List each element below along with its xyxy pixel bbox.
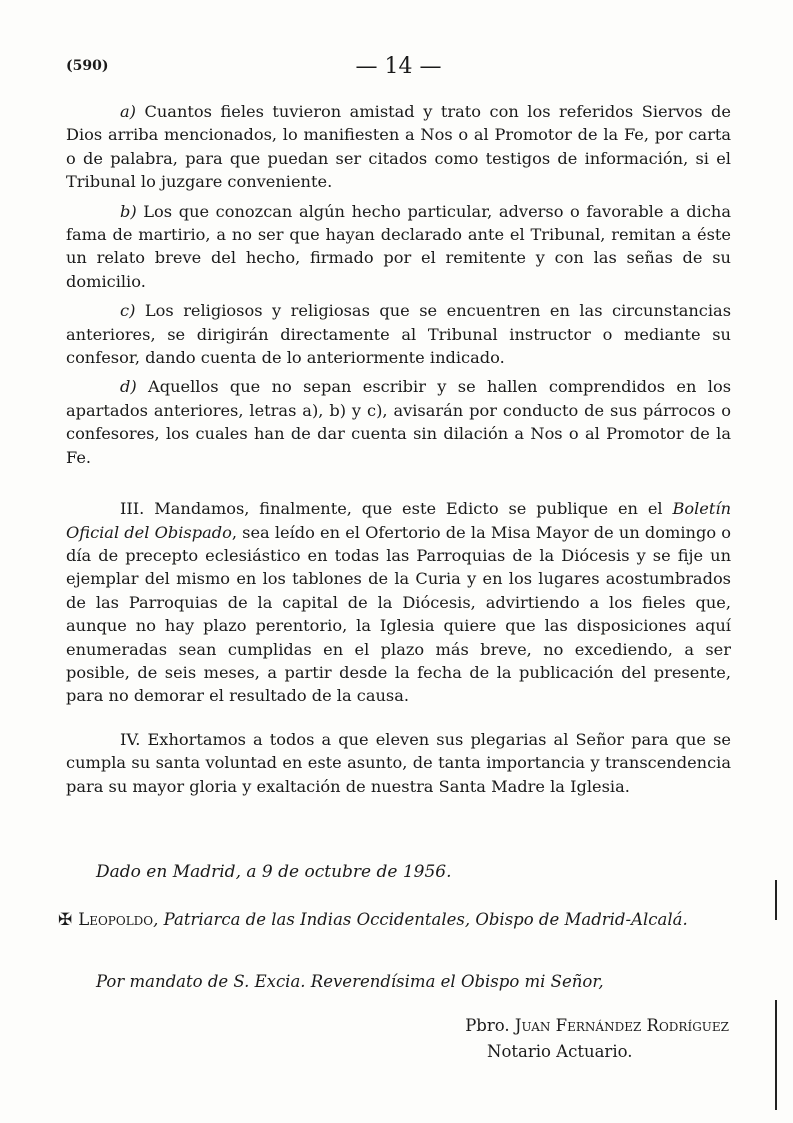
notary-title: Notario Actuario. xyxy=(487,1042,633,1061)
notary-prefix: Pbro. xyxy=(465,1016,515,1035)
section-iv: IV. Exhortamos a todos a que eleven sus plegarias al Señor para que se cumpla su santa voluntad en este asunto, de tanta importancia y transcendencia para su mayor gloria y exaltación de nuestra Santa Madre la Iglesia. xyxy=(66,729,731,796)
section-iii-text-1: III. Mandamos, finalmente, que este Edicto se publique en el xyxy=(120,499,673,519)
scan-edge-mark xyxy=(775,1000,777,1110)
clause-text: Los que conozcan algún hecho particular, adverso o favorable a dicha fama de martirio, a no ser que hayan declarado ante el Tribunal, remitan a éste un relato breve del hecho, firmado por el remitente y con las señas de su domicilio. xyxy=(66,201,731,291)
clause-mark: b) xyxy=(120,201,137,221)
clause-mark: d) xyxy=(120,377,137,397)
page-reference: (590) xyxy=(66,58,109,74)
clause-a xyxy=(66,100,731,194)
clause-text: Cuantos fieles tuvieron amistad y trato con los referidos Siervos de Dios arriba mencionados, lo manifiesten a Nos o al Promotor de la Fe, por carta o de palabra, para que puedan ser citados como testigos de información, si el Tribunal lo juzgare conveniente. xyxy=(66,102,731,192)
clause-b xyxy=(66,200,731,294)
clause-text: Los religiosos y religiosas que se encuentren en las circunstancias anteriores, se dirigirán directamente al Tribunal instructor o mediante su confesor, dando cuenta de lo anteriormente indicado. xyxy=(66,301,731,368)
bishop-signature xyxy=(58,910,688,930)
clause-d xyxy=(66,375,731,469)
signer-name: Leopoldo xyxy=(78,910,154,929)
notary-name: Juan Fernández Rodríguez xyxy=(514,1016,729,1035)
cross-icon: ✠ xyxy=(58,910,73,930)
clause-mark: a) xyxy=(120,102,136,121)
section-iii-text-2: , sea leído en el Ofertorio de la Misa Mayor de un domingo o día de precepto eclesiástico en todas las Parroquias de la Diócesis y se fije un ejemplar del mismo en los tablones de la Curia y en los lugares acostumbrados de las Parroquias de la capital de la Diócesis, advirtiendo a los fieles que, aunque no hay plazo perentorio, la Iglesia quiere que las disposiciones aquí enumeradas sean cumplidas en el plazo más breve, no excediendo, a ser posible, de seis meses, a partir desde la fecha de la publicación del presente, para no demorar el resultado de la causa. xyxy=(66,522,731,706)
date-line: Dado en Madrid, a 9 de octubre de 1956. xyxy=(96,862,452,882)
page-number: — 14 — xyxy=(355,54,442,79)
clause-mark: c) xyxy=(120,301,136,321)
edict-body xyxy=(66,100,731,798)
signer-title: , Patriarca de las Indias Occidentales, Obispo de Madrid-Alcalá. xyxy=(153,910,688,929)
mandate-line: Por mandato de S. Excia. Reverendísima el Obispo mi Señor, xyxy=(96,972,604,991)
page-header xyxy=(66,54,731,82)
scan-edge-mark xyxy=(775,880,777,920)
clause-c xyxy=(66,299,731,369)
bulletin-title: Boletín Oficial del Obispado xyxy=(66,499,731,542)
clause-text: Aquellos que no sepan escribir y se hallen comprendidos en los apartados anteriores, letras a), b) y c), avisarán por conducto de sus párrocos o confesores, los cuales han de dar cuenta sin dilación a Nos o al Promotor de la Fe. xyxy=(66,377,731,467)
notary-name-line xyxy=(465,1016,729,1035)
section-iii xyxy=(66,497,731,708)
